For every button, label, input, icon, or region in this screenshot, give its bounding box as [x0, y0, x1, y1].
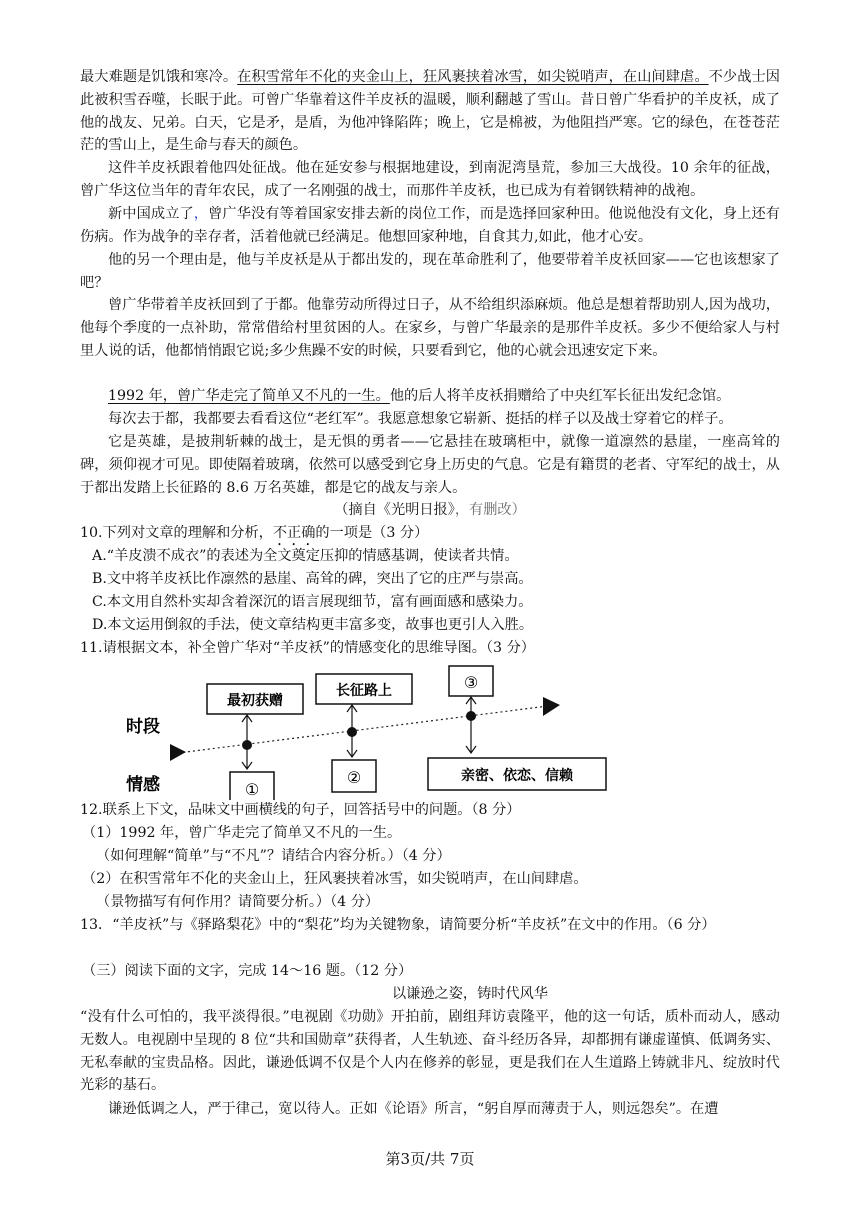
box-first-gift-label: 最初获赠 [227, 693, 283, 709]
timeline-end-arrow [543, 697, 560, 716]
box-long-march-label: 长征路上 [336, 683, 392, 699]
q12-sentence-2-question: （景物描写有何作用？请简要分析。）（4 分） [96, 894, 380, 910]
passage-source: （摘自《光明日报》，有删改） [334, 502, 526, 518]
question-13-stem: 13．“羊皮袄”与《驿路梨花》中的“梨花”均为关键物象，请简要分析“羊皮袄”在文中的作用。（6 分） [80, 917, 716, 933]
q12-sentence-1-question: （如何理解“简单”与“不凡”？请结合内容分析。）（4 分） [96, 848, 451, 864]
row-label-emotion: 情感 [126, 775, 160, 795]
passage-paragraph-1: 最大难题是饥饿和寒冷。在积雪常年不化的夹金山上，狂风裹挟着冰雪，如尖锐哨声，在山间肆虐。不少战士因此被积雪吞噬，长眠于此。可曾广华靠着这件羊皮袄的温暖，顺利翻越了雪山。昔日曾广华看护的羊皮袄，成了他的战友、兄弟。白天，它是矛，是盾，为他冲锋陷阵；晚上，它是棉被，为他阻挡严寒。它的绿色，在苍苍茫茫的雪山上，是生命与春天的颜色。 [80, 69, 780, 154]
timeline-start-arrow [170, 744, 186, 761]
section-3-paragraph-1: “没有什么可怕的，我平淡得很。”电视剧《功勋》开拍前，剧组拜访袁隆平，他的这一句话，质朴而动人，感动无数人。电视剧中呈现的 8 位“共和国勋章”获得者，人生轨迹、奋斗经历各异，却都拥有谦虚谨慎、低调务实、无私奉献的宝贵品格。因此，谦逊低调不仅是个人内在修养的彰显，更是我们在人生道路上铸就非凡、绽放时代光彩的基石。 [80, 1009, 780, 1094]
passage-paragraph-4: 他的另一个理由是，他与羊皮袄是从于都出发的，现在革命胜利了，他要带着羊皮袄回家——它也该想家了吧？ [80, 252, 780, 291]
q10-option-a: A.“羊皮溃不成衣”的表述为全文奠定压抑的情感基调，使读者共情。 [92, 548, 519, 564]
emphasis-not-correct: 不正确 [272, 525, 316, 541]
passage-paragraph-3: 新中国成立了，曾广华没有等着国家安排去新的岗位工作，而是选择回家种田。他说他没有文化，身上还有伤病。作为战争的幸存者，活着他就已经满足。他想回家种地，自食其力,如此，他才心安。 [80, 206, 780, 245]
section-3-paragraph-2: 谦逊低调之人，严于律己，宽以待人。正如《论语》所言，“躬自厚而薄责于人，则远怨矣”。在遭 [108, 1101, 719, 1117]
row-label-period: 时段 [126, 717, 160, 737]
question-10-stem: 10.下列对文章的理解和分析，不正确的一项是（3 分） [80, 525, 429, 541]
q12-sentence-1: （1）1992 年，曾广华走完了简单又不凡的一生。 [82, 825, 402, 841]
passage-paragraph-7: 每次去于都，我都要去看看这位“老红军”。我愿意想象它崭新、挺括的样子以及战士穿着它的样子。 [108, 411, 733, 427]
blank-2-label: ② [346, 768, 362, 787]
underlined-sentence-snow: 在积雪常年不化的夹金山上，狂风裹挟着冰雪，如尖锐哨声，在山间肆虐。 [237, 69, 709, 85]
blank-1-label: ① [244, 780, 260, 799]
question-11-stem: 11.请根据文本，补全曾广华对“羊皮袄”的情感变化的思维导图。（3 分） [80, 640, 535, 656]
blank-3-label: ③ [463, 673, 479, 692]
q10-option-d: D.本文运用倒叙的手法，使文章结构更丰富多变，故事也更引人入胜。 [92, 617, 534, 633]
question-12-stem: 12.联系上下文，品味文中画横线的句子，回答括号中的问题。（8 分） [80, 802, 521, 818]
passage-paragraph-8: 它是英雄，是披荆斩棘的战士，是无惧的勇者——它悬挂在玻璃柜中，就像一道凛然的悬崖，一座高耸的碑，须仰视才可见。即使隔着玻璃，依然可以感受到它身上历史的气息。它是有籍贯的老者、守军纪的战士，从于都出发踏上长征路的 8.6 万名英雄，都是它的战友与亲人。 [80, 434, 780, 496]
q10-option-b: B.文中将羊皮袄比作凛然的悬崖、高耸的碑，突出了它的庄严与崇高。 [92, 571, 533, 587]
q12-sentence-2: （2）在积雪常年不化的夹金山上，狂风裹挟着冰雪，如尖锐哨声，在山间肆虐。 [82, 871, 588, 887]
passage-paragraph-2: 这件羊皮袄跟着他四处征战。他在延安参与根据地建设，到南泥湾垦荒，参加三大战役。10 余年的征战，曾广华这位当年的青年农民，成了一名刚强的战士，而那件羊皮袄，也已成为有着钢铁精神的战袍。 [80, 160, 780, 199]
q10-option-c: C.本文用自然朴实却含着深沉的语言展现细节，富有画面感和感染力。 [92, 594, 533, 610]
section-3-title: 以谦逊之姿，铸时代风华 [391, 986, 549, 1002]
section-3-heading: （三）阅读下面的文字，完成 14～16 题。（12 分） [82, 963, 413, 979]
passage-paragraph-6: 1992 年，曾广华走完了简单又不凡的一生。他的后人将羊皮袄捐赠给了中央红军长征出发纪念馆。 [108, 388, 731, 404]
passage-paragraph-5: 曾广华带着羊皮袄回到了于都。他靠劳动所得过日子，从不给组织添麻烦。他总是想着帮助别人,因为战功，他每个季度的一点补助，常常借给村里贫困的人。在家乡，与曾广华最亲的是那件羊皮袄。多少不便给家人与村里人说的话，他都悄悄跟它说;多少焦躁不安的时候，只要看到它，他的心就会迅速安定下来。 [80, 297, 780, 359]
underlined-sentence-1992: 1992 年，曾广华走完了简单又不凡的一生。 [108, 388, 390, 404]
emotion-mind-map [0, 660, 860, 800]
box-final-emotion-label: 亲密、依恋、信赖 [461, 768, 573, 784]
page-number-footer: 第3页/共 7页 [385, 1150, 475, 1168]
